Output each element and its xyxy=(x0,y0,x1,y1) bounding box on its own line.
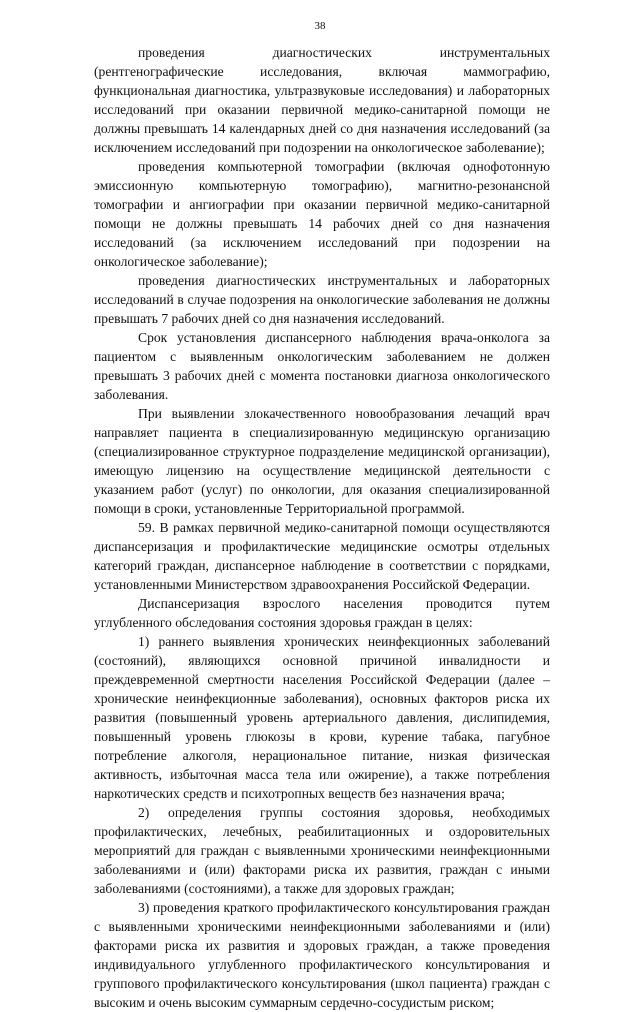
document-body xyxy=(94,43,550,1012)
paragraph-clause-59: 59. В рамках первичной медико-санитарной помощи осуществляются диспансеризация и профилактические медицинские осмотры отдельных категорий граждан, диспансерное наблюдение в соответствии с порядками, установленными Министерством здравоохранения Российской Федерации. xyxy=(94,520,550,592)
paragraph-instrumental-lab-deadlines: проведения диагностических инструментальных (рентгенографические исследования, включая маммографию, функциональная диагностика, ультразвуковые исследования) и лабораторных исследований при оказании первичной медико-санитарной помощи не должны превышать 14 календарных дней со дня назначения исследований (за исключением исследований при подозрении на онкологическое заболевание); xyxy=(94,45,550,155)
list-item-2-health-group: 2) определения группы состояния здоровья, необходимых профилактических, лечебных, реабилитационных и оздоровительных мероприятий для граждан с выявленными хроническими неинфекционными заболеваниями и (или) факторами риска их развития, граждан с иными заболеваниями (состояниями), а также для здоровых граждан; xyxy=(94,805,550,896)
paragraph-oncologist-observation: Срок установления диспансерного наблюдения врача-онколога за пациентом с выявленным онкологическим заболеванием не должен превышать 3 рабочих дней с момента постановки диагноза онкологического заболевания. xyxy=(94,330,550,402)
paragraph-ct-mri-deadlines: проведения компьютерной томографии (включая однофотонную эмиссионную компьютерную томографию), магнитно-резонансной томографии и ангиографии при оказании первичной медико-санитарной помощи не должны превышать 14 рабочих дней со дня назначения исследований (за исключением исследований при подозрении на онкологическое заболевание); xyxy=(94,159,550,269)
paragraph-dispensarization-goals: Диспансеризация взрослого населения проводится путем углубленного обследования состояния здоровья граждан в целях: xyxy=(94,596,550,630)
paragraph-oncology-suspicion-deadlines: проведения диагностических инструментальных и лабораторных исследований в случае подозрения на онкологические заболевания не должны превышать 7 рабочих дней со дня назначения исследований. xyxy=(94,273,550,326)
list-item-1-early-detection: 1) раннего выявления хронических неинфекционных заболеваний (состояний), являющихся основной причиной инвалидности и преждевременной смертности населения Российской Федерации (далее – хронические неинфекционные заболевания), основных факторов риска их развития (повышенный уровень артериального давления, дислипидемия, повышенный уровень глюкозы в крови, курение табака, пагубное потребление алкоголя, нерациональное питание, низкая физическая активность, избыточная масса тела или ожирение), а также потребления наркотических средств и психотропных веществ без назначения врача; xyxy=(94,634,550,801)
page-number: 38 xyxy=(314,20,326,32)
list-item-3-consulting: 3) проведения краткого профилактического консультирования граждан с выявленными хроническими неинфекционными заболеваниями и (или) факторами риска их развития и здоровых граждан, а также проведения индивидуального углубленного профилактического консультирования и группового профилактического консультирования (школ пациента) граждан с высоким и очень высоким суммарным сердечно-сосудистым риском; xyxy=(94,900,550,1010)
paragraph-malignancy-referral: При выявлении злокачественного новообразования лечащий врач направляет пациента в специализированную медицинскую организацию (специализированное структурное подразделение медицинской организации), имеющую лицензию на осуществление медицинской деятельности с указанием работ (услуг) по онкологии, для оказания специализированной помощи в сроки, установленные Территориальной программой. xyxy=(94,406,550,516)
